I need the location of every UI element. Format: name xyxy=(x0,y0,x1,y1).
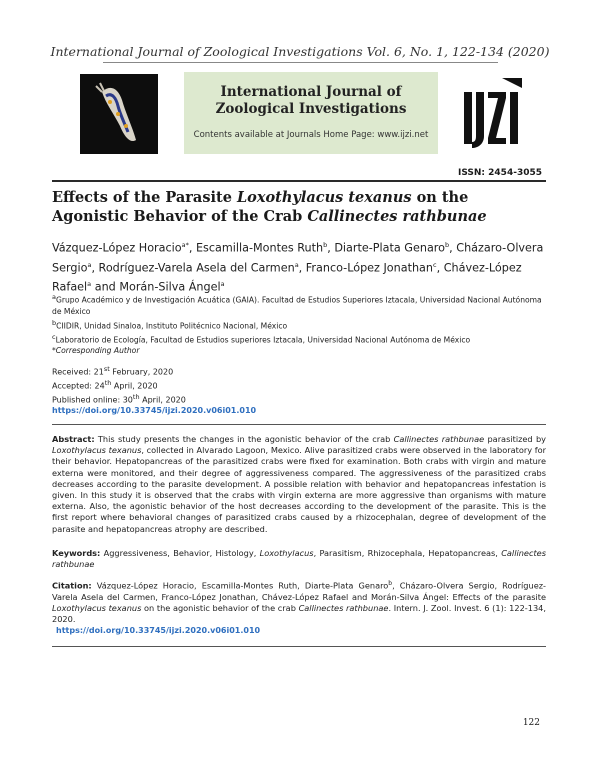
journal-homepage: Contents available at Journals Home Page: www.ijzi.net xyxy=(193,130,429,140)
author: , Franco-López Jonathan xyxy=(298,261,433,275)
page-number: 122 xyxy=(522,718,540,728)
citation-sup: b xyxy=(388,580,393,587)
affiliation-sup: c xyxy=(52,332,56,341)
keywords-text: Aggressiveness, Behavior, Histology, xyxy=(100,548,260,558)
citation-label: Citation: xyxy=(52,580,92,591)
header-rule xyxy=(103,62,498,63)
affiliation-item xyxy=(52,332,546,346)
title-text: on the Agonistic Behavior of the Crab xyxy=(52,189,469,225)
affiliations xyxy=(52,292,546,346)
journal-title-box xyxy=(184,72,438,154)
author-sup: a xyxy=(87,260,92,269)
keywords-italic: Callinectes rathbunae xyxy=(52,548,546,570)
article-dates xyxy=(52,364,186,406)
author: , Chávez-López Rafael xyxy=(52,261,522,295)
keywords-italic: Loxothylacus xyxy=(259,548,314,558)
citation-text: , Cházaro-Olvera Sergio, Rodríguez-Varela Asela del Carmen, Franco-López Jonathan, Chávez-López Rafael and Morán-Silva Ángel: Effects of the parasite xyxy=(52,580,546,602)
citation-text: on the agonistic behavior of the crab xyxy=(141,603,299,614)
article-title xyxy=(52,188,546,226)
author: Vázquez-López Horacio xyxy=(52,241,182,255)
affiliation-text: Laboratorio de Ecología, Facultad de Estudios superiores Iztacala, Universidad Nacional Autónoma de México xyxy=(55,335,471,345)
author-list xyxy=(52,237,546,296)
author-sup: b xyxy=(445,241,450,249)
author-sup: a* xyxy=(181,241,189,249)
affiliation-text: CIIDIR, Unidad Sinaloa, Instituto Politécnico Nacional, México xyxy=(56,321,288,331)
author: and Morán-Silva Ángel xyxy=(91,281,221,295)
author-sup: a xyxy=(220,280,225,289)
doi-link[interactable]: https://doi.org/10.33745/ijzi.2020.v06i01.010 xyxy=(52,406,257,415)
citation-doi-link[interactable]: https://doi.org/10.33745/ijzi.2020.v06i01.010 xyxy=(56,626,261,635)
accepted-date xyxy=(52,378,186,392)
affiliation-item xyxy=(52,292,546,318)
date-text: April, 2020 xyxy=(111,381,158,391)
date-sup: th xyxy=(132,393,140,402)
cover-image xyxy=(80,74,158,154)
author-sup: a xyxy=(87,280,92,289)
title-rule xyxy=(52,180,546,182)
title-text: Effects of the Parasite xyxy=(52,189,237,206)
ijzi-logo-icon xyxy=(460,76,526,150)
date-text: February, 2020 xyxy=(109,367,174,377)
date-sup: st xyxy=(103,365,110,373)
abstract-italic: Callinectes rathbunae xyxy=(393,434,485,444)
author: , Diarte-Plata Genaro xyxy=(327,241,446,255)
author: , Cházaro-Olvera Sergio xyxy=(52,241,544,275)
abstract-text: , collected in Alvarado Lagoon, Mexico. Alive parasitized crabs were observed in the laboratory for their behavior. Hepatopancreas of the parasitized crabs were fixed for examination. Both crabs with virgin and mature externa were monitored, and their degree of aggressiveness compared. The aggressiveness of the parasitized crabs decreases according to the parasite development. A possible relation with behavior and hepatopancreas infestation is given. In this study it is observed that the crabs with virgin externa are more aggressive than organisms with mature externa. Also, the agonistic behavior of the host decreases according to the development of the parasite. This is the first report where behavioral changes of parasitized crabs caused by a rhizocephalan, degree of development of the parasite and hepatopancreas atrophy are described. xyxy=(52,445,546,534)
keywords-text: , Parasitism, Rhizocephala, Hepatopancreas, xyxy=(313,548,502,558)
citation-text: Vázquez-López Horacio, Escamilla-Montes Ruth, Diarte-Plata Genaro xyxy=(91,580,389,591)
abstract-text: parasitized by xyxy=(484,434,546,444)
keywords-label: Keywords: xyxy=(52,548,101,558)
title-species-crab: Callinectes rathbunae xyxy=(307,208,487,225)
citation-italic: Callinectes rathbunae xyxy=(298,603,389,614)
abstract xyxy=(52,434,546,535)
date-text: Published online: 30 xyxy=(52,395,133,405)
author-sup: b xyxy=(323,241,328,249)
journal-banner xyxy=(80,72,526,154)
date-text: April, 2020 xyxy=(139,395,186,405)
abstract-italic: Loxothylacus texanus xyxy=(52,445,142,456)
published-date xyxy=(52,392,186,406)
author-sup: c xyxy=(433,260,437,269)
author-sup: a xyxy=(294,260,299,269)
date-text: Accepted: 24 xyxy=(52,381,105,391)
corresponding-author: *Corresponding Author xyxy=(52,346,140,355)
abstract-label: Abstract: xyxy=(52,434,95,444)
journal-name: International Journal of Zoological Investigations xyxy=(215,84,407,117)
citation-italic: Loxothylacus texanus xyxy=(52,603,142,614)
affiliation-sup: a xyxy=(52,293,56,301)
section-rule xyxy=(52,424,546,425)
ijzi-logo xyxy=(460,76,526,150)
running-header: International Journal of Zoological Investigations Vol. 6, No. 1, 122-134 (2020) xyxy=(50,44,550,59)
nudibranch-icon xyxy=(80,74,158,154)
affiliation-sup: b xyxy=(52,318,57,327)
abstract-text: This study presents the changes in the agonistic behavior of the crab xyxy=(94,434,394,444)
date-text: Received: 21 xyxy=(52,367,104,377)
title-species-parasite: Loxothylacus texanus xyxy=(236,189,412,206)
date-sup: th xyxy=(104,379,112,388)
affiliation-text: Grupo Académico y de Investigación Acuática (GAIA). Facultad de Estudios Superiores Iztacala, Universidad Nacional Autónoma de México xyxy=(52,295,542,317)
footer-rule xyxy=(52,646,546,647)
citation xyxy=(52,578,546,626)
citation-text: . Intern. J. Zool. Invest. 6 (1): 122-134, 2020. xyxy=(52,603,546,625)
affiliation-item xyxy=(52,318,546,332)
keywords xyxy=(52,548,546,570)
issn: ISSN: 2454-3055 xyxy=(457,168,542,178)
author: , Rodríguez-Varela Asela del Carmen xyxy=(91,261,295,275)
author: , Escamilla-Montes Ruth xyxy=(188,241,324,255)
received-date xyxy=(52,364,186,378)
